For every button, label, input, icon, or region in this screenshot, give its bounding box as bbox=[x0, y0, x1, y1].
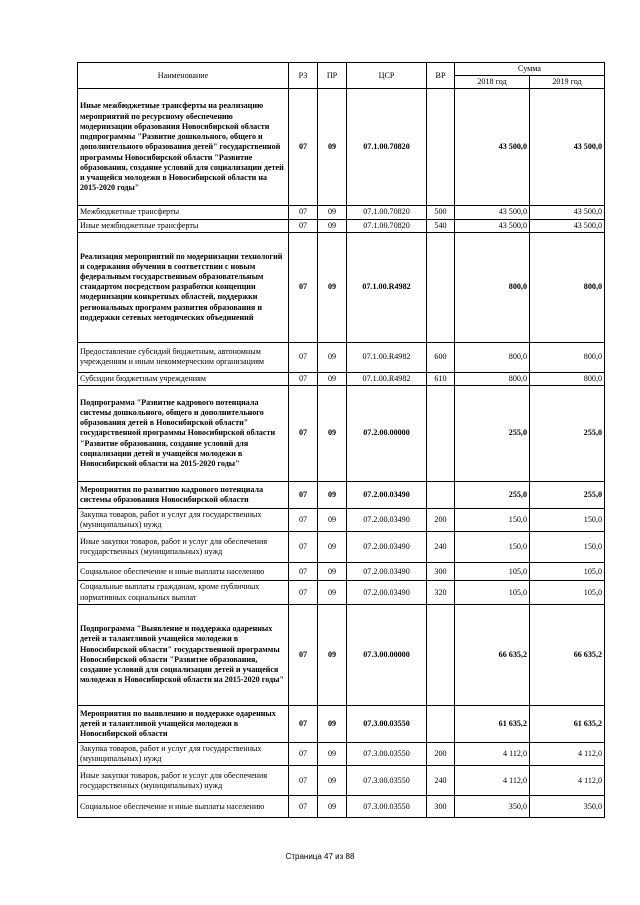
row-rz: 07 bbox=[289, 232, 318, 342]
row-sum-2019: 150,0 bbox=[530, 532, 605, 563]
row-csr: 07.3.00.03550 bbox=[347, 705, 427, 742]
table-row bbox=[78, 206, 605, 219]
row-name: Закупка товаров, работ и услуг для государственных (муниципальных) нужд bbox=[78, 509, 289, 532]
row-csr: 07.3.00.03550 bbox=[347, 796, 427, 818]
row-sum-2018: 105,0 bbox=[455, 563, 530, 581]
row-vr bbox=[427, 604, 455, 705]
row-name: Мероприятия по выявлению и поддержке одаренных детей и талантливой учащейся молодежи в Новосибирской области bbox=[78, 705, 289, 742]
row-vr: 200 bbox=[427, 509, 455, 532]
row-name: Реализация мероприятий по модернизации технологий и содержания обучения в соответствии с новым федеральным государственным образовательным стандартом посредством разработки концепции модернизации конкретных областей, поддержки региональных программ развития образования и поддержки сетевых методических объединений bbox=[78, 232, 289, 342]
row-csr: 07.2.00.03490 bbox=[347, 509, 427, 532]
row-pr: 09 bbox=[318, 563, 347, 581]
table-row bbox=[78, 89, 605, 206]
row-csr: 07.2.00.03490 bbox=[347, 532, 427, 563]
row-pr: 09 bbox=[318, 232, 347, 342]
row-sum-2018: 350,0 bbox=[455, 796, 530, 818]
row-pr: 09 bbox=[318, 386, 347, 482]
row-rz: 07 bbox=[289, 509, 318, 532]
row-vr: 200 bbox=[427, 742, 455, 765]
row-pr: 09 bbox=[318, 604, 347, 705]
row-csr: 07.1.00.70820 bbox=[347, 219, 427, 232]
row-sum-2018: 255,0 bbox=[455, 482, 530, 509]
header-sum: Сумма bbox=[455, 63, 605, 76]
table-body bbox=[78, 89, 605, 818]
table-row bbox=[78, 372, 605, 385]
row-pr: 09 bbox=[318, 372, 347, 385]
table-row bbox=[78, 219, 605, 232]
row-rz: 07 bbox=[289, 386, 318, 482]
row-csr: 07.1.00.70820 bbox=[347, 89, 427, 206]
row-csr: 07.2.00.03490 bbox=[347, 563, 427, 581]
row-sum-2018: 800,0 bbox=[455, 342, 530, 372]
row-sum-2018: 66 635,2 bbox=[455, 604, 530, 705]
header-rz: РЗ bbox=[289, 63, 318, 89]
row-csr: 07.2.00.03490 bbox=[347, 581, 427, 604]
row-sum-2018: 4 112,0 bbox=[455, 742, 530, 765]
table-header bbox=[78, 63, 605, 89]
row-vr: 320 bbox=[427, 581, 455, 604]
row-name: Иные межбюджетные трансферты bbox=[78, 219, 289, 232]
row-pr: 09 bbox=[318, 206, 347, 219]
row-name: Субсидии бюджетным учреждениям bbox=[78, 372, 289, 385]
row-rz: 07 bbox=[289, 705, 318, 742]
row-sum-2019: 150,0 bbox=[530, 509, 605, 532]
row-vr: 240 bbox=[427, 766, 455, 796]
row-sum-2019: 4 112,0 bbox=[530, 766, 605, 796]
row-sum-2018: 255,0 bbox=[455, 386, 530, 482]
row-vr: 300 bbox=[427, 796, 455, 818]
row-csr: 07.3.00.03550 bbox=[347, 766, 427, 796]
row-sum-2019: 800,0 bbox=[530, 372, 605, 385]
row-pr: 09 bbox=[318, 509, 347, 532]
row-rz: 07 bbox=[289, 766, 318, 796]
row-pr: 09 bbox=[318, 705, 347, 742]
row-vr: 540 bbox=[427, 219, 455, 232]
row-sum-2019: 43 500,0 bbox=[530, 89, 605, 206]
table-row bbox=[78, 705, 605, 742]
row-sum-2019: 61 635,2 bbox=[530, 705, 605, 742]
row-rz: 07 bbox=[289, 206, 318, 219]
row-vr bbox=[427, 89, 455, 206]
row-pr: 09 bbox=[318, 89, 347, 206]
row-name: Иные межбюджетные трансферты на реализацию мероприятий по ресурсному обеспечению модернизации образования Новосибирской области подпрограммы "Развитие дошкольного, общего и дополнительного образования детей" государственной программы Новосибирской области "Развитие образования, создание условий для социализации детей и учащейся молодежи в Новосибирской области на 2015-2020 годы" bbox=[78, 89, 289, 206]
table-row bbox=[78, 386, 605, 482]
table-row bbox=[78, 796, 605, 818]
row-sum-2018: 800,0 bbox=[455, 372, 530, 385]
row-rz: 07 bbox=[289, 563, 318, 581]
row-sum-2018: 43 500,0 bbox=[455, 219, 530, 232]
header-name: Наименование bbox=[78, 63, 289, 89]
row-sum-2019: 43 500,0 bbox=[530, 206, 605, 219]
header-2018: 2018 год bbox=[455, 76, 530, 89]
row-csr: 07.2.00.00000 bbox=[347, 386, 427, 482]
row-rz: 07 bbox=[289, 796, 318, 818]
row-rz: 07 bbox=[289, 581, 318, 604]
table-row bbox=[78, 532, 605, 563]
row-rz: 07 bbox=[289, 342, 318, 372]
row-name: Подпрограмма "Развитие кадрового потенциала системы дошкольного, общего и дополнительного образования детей в Новосибирской области" государственной программы Новосибирской области "Развитие образования, создание условий для социализации детей и учащейся молодежи в Новосибирской области на 2015-2020 годы" bbox=[78, 386, 289, 482]
row-vr: 600 bbox=[427, 342, 455, 372]
row-csr: 07.1.00.R4982 bbox=[347, 372, 427, 385]
row-name: Иные закупки товаров, работ и услуг для обеспечения государственных (муниципальных) нужд bbox=[78, 766, 289, 796]
row-sum-2018: 43 500,0 bbox=[455, 206, 530, 219]
row-csr: 07.1.00.R4982 bbox=[347, 232, 427, 342]
row-sum-2018: 800,0 bbox=[455, 232, 530, 342]
row-sum-2019: 43 500,0 bbox=[530, 219, 605, 232]
row-vr bbox=[427, 482, 455, 509]
row-sum-2019: 105,0 bbox=[530, 581, 605, 604]
row-vr bbox=[427, 386, 455, 482]
row-sum-2018: 150,0 bbox=[455, 509, 530, 532]
table-row bbox=[78, 581, 605, 604]
row-name: Межбюджетные трансферты bbox=[78, 206, 289, 219]
budget-table bbox=[77, 62, 605, 818]
row-sum-2019: 800,0 bbox=[530, 232, 605, 342]
row-sum-2019: 105,0 bbox=[530, 563, 605, 581]
row-vr: 610 bbox=[427, 372, 455, 385]
row-sum-2018: 105,0 bbox=[455, 581, 530, 604]
header-2019: 2019 год bbox=[530, 76, 605, 89]
row-rz: 07 bbox=[289, 219, 318, 232]
header-pr: ПР bbox=[318, 63, 347, 89]
row-rz: 07 bbox=[289, 532, 318, 563]
row-name: Мероприятия по развитию кадрового потенциала системы образования Новосибирской области bbox=[78, 482, 289, 509]
page-number: Страница 47 из 88 bbox=[285, 852, 355, 861]
table-row bbox=[78, 482, 605, 509]
row-pr: 09 bbox=[318, 742, 347, 765]
row-vr: 300 bbox=[427, 563, 455, 581]
header-csr: ЦСР bbox=[347, 63, 427, 89]
row-sum-2019: 66 635,2 bbox=[530, 604, 605, 705]
row-name: Закупка товаров, работ и услуг для государственных (муниципальных) нужд bbox=[78, 742, 289, 765]
row-vr bbox=[427, 705, 455, 742]
row-name: Предоставление субсидий бюджетным, автономным учреждениям и иным некоммерческим организациям bbox=[78, 342, 289, 372]
row-vr: 500 bbox=[427, 206, 455, 219]
row-csr: 07.1.00.R4982 bbox=[347, 342, 427, 372]
table-row bbox=[78, 742, 605, 765]
row-sum-2018: 150,0 bbox=[455, 532, 530, 563]
row-pr: 09 bbox=[318, 342, 347, 372]
table-row bbox=[78, 232, 605, 342]
header-vr: ВР bbox=[427, 63, 455, 89]
table-row bbox=[78, 766, 605, 796]
row-vr: 240 bbox=[427, 532, 455, 563]
table-row bbox=[78, 604, 605, 705]
row-sum-2018: 61 635,2 bbox=[455, 705, 530, 742]
row-pr: 09 bbox=[318, 796, 347, 818]
row-rz: 07 bbox=[289, 482, 318, 509]
row-rz: 07 bbox=[289, 604, 318, 705]
table-row bbox=[78, 509, 605, 532]
row-pr: 09 bbox=[318, 219, 347, 232]
row-rz: 07 bbox=[289, 89, 318, 206]
row-name: Социальное обеспечение и иные выплаты населению bbox=[78, 796, 289, 818]
table-row bbox=[78, 342, 605, 372]
row-name: Иные закупки товаров, работ и услуг для обеспечения государственных (муниципальных) нужд bbox=[78, 532, 289, 563]
row-rz: 07 bbox=[289, 372, 318, 385]
header-row bbox=[78, 63, 605, 76]
row-sum-2018: 4 112,0 bbox=[455, 766, 530, 796]
row-name: Подпрограмма "Выявление и поддержка одаренных детей и талантливой учащейся молодежи в Новосибирской области" государственной программы Новосибирской области "Развитие образования, создание условий для социализации детей и учащейся молодежи в Новосибирской области на 2015-2020 годы" bbox=[78, 604, 289, 705]
row-csr: 07.2.00.03490 bbox=[347, 482, 427, 509]
row-sum-2019: 800,0 bbox=[530, 342, 605, 372]
row-pr: 09 bbox=[318, 766, 347, 796]
table-row bbox=[78, 563, 605, 581]
row-pr: 09 bbox=[318, 532, 347, 563]
row-rz: 07 bbox=[289, 742, 318, 765]
row-sum-2019: 4 112,0 bbox=[530, 742, 605, 765]
row-name: Социальное обеспечение и иные выплаты населению bbox=[78, 563, 289, 581]
row-name: Социальные выплаты гражданам, кроме публичных нормативных социальных выплат bbox=[78, 581, 289, 604]
row-csr: 07.3.00.03550 bbox=[347, 742, 427, 765]
row-vr bbox=[427, 232, 455, 342]
row-csr: 07.1.00.70820 bbox=[347, 206, 427, 219]
row-sum-2019: 350,0 bbox=[530, 796, 605, 818]
row-sum-2019: 255,0 bbox=[530, 482, 605, 509]
row-sum-2018: 43 500,0 bbox=[455, 89, 530, 206]
row-pr: 09 bbox=[318, 581, 347, 604]
row-pr: 09 bbox=[318, 482, 347, 509]
row-csr: 07.3.00.00000 bbox=[347, 604, 427, 705]
row-sum-2019: 255,0 bbox=[530, 386, 605, 482]
